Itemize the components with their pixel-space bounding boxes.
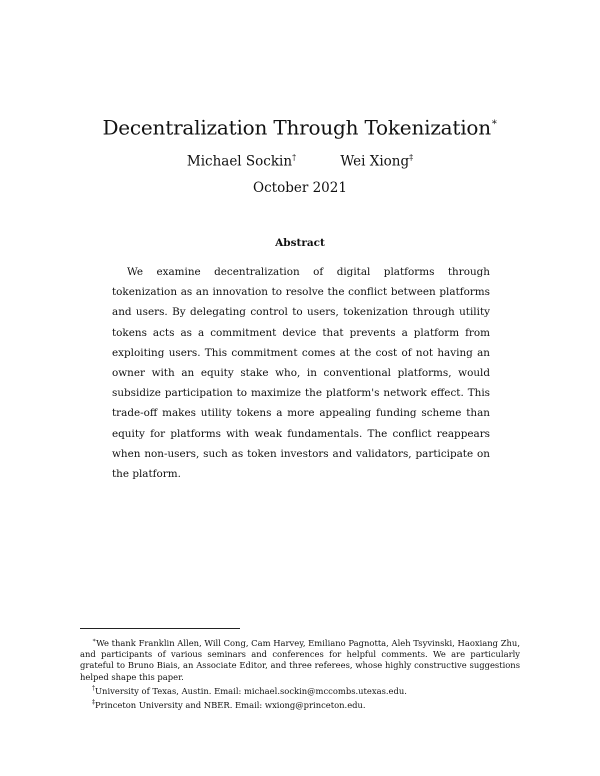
author-name: Michael Sockin: [186, 153, 293, 170]
author-footnote-mark: †: [292, 153, 297, 162]
footnote-divider: [80, 628, 240, 629]
footnote-text: University of Texas, Austin. Email: michael.sockin@mccombs.utexas.edu.: [95, 685, 407, 696]
author-list: [0, 148, 600, 172]
footnote: [80, 683, 520, 697]
paper-title-text: Decentralization Through Tokenization: [102, 115, 491, 140]
footnote-mark: †: [92, 684, 95, 692]
abstract-body: We examine decentralization of digital platforms through tokenization as an innovation to resolve the conflict between platforms and users. By delegating control to users, tokenization through utility tokens acts as a commitment device that prevents a platform from exploiting users. This commitment comes at the cost of not having an owner with an equity stake who, in conventional platforms, would subsidize participation to maximize the platform's network effect. This trade-off makes utility tokens a more appealing funding scheme than equity for platforms with weak fundamentals. The conflict reappears when non-users, such as token investors and validators, participate on the platform.: [112, 266, 490, 481]
author-footnote-mark: ‡: [409, 153, 414, 162]
author: [340, 148, 413, 172]
footnote-text: We thank Franklin Allen, Will Cong, Cam Harvey, Emiliano Pagnotta, Aleh Tsyvinski, Haoxiang Zhu, and participants of various seminars and conferences for helpful comments. We are particularly grateful to Bruno Biais, an Associate Editor, and three referees, whose highly constructive suggestions helped shape this paper.: [80, 637, 520, 682]
footnote-mark: ‡: [92, 699, 95, 707]
footnote: [80, 635, 520, 683]
author-name: Wei Xiong: [340, 153, 410, 170]
footnotes: [80, 635, 520, 711]
author: [187, 148, 296, 172]
abstract-heading: Abstract: [275, 237, 325, 249]
title-footnote-mark: ∗: [490, 117, 498, 128]
paper-title: [0, 112, 600, 141]
footnote-mark: ∗: [92, 637, 97, 644]
footnote-text: Princeton University and NBER. Email: wxiong@princeton.edu.: [95, 699, 366, 710]
publication-date: October 2021: [253, 180, 347, 196]
footnote: [80, 697, 520, 711]
